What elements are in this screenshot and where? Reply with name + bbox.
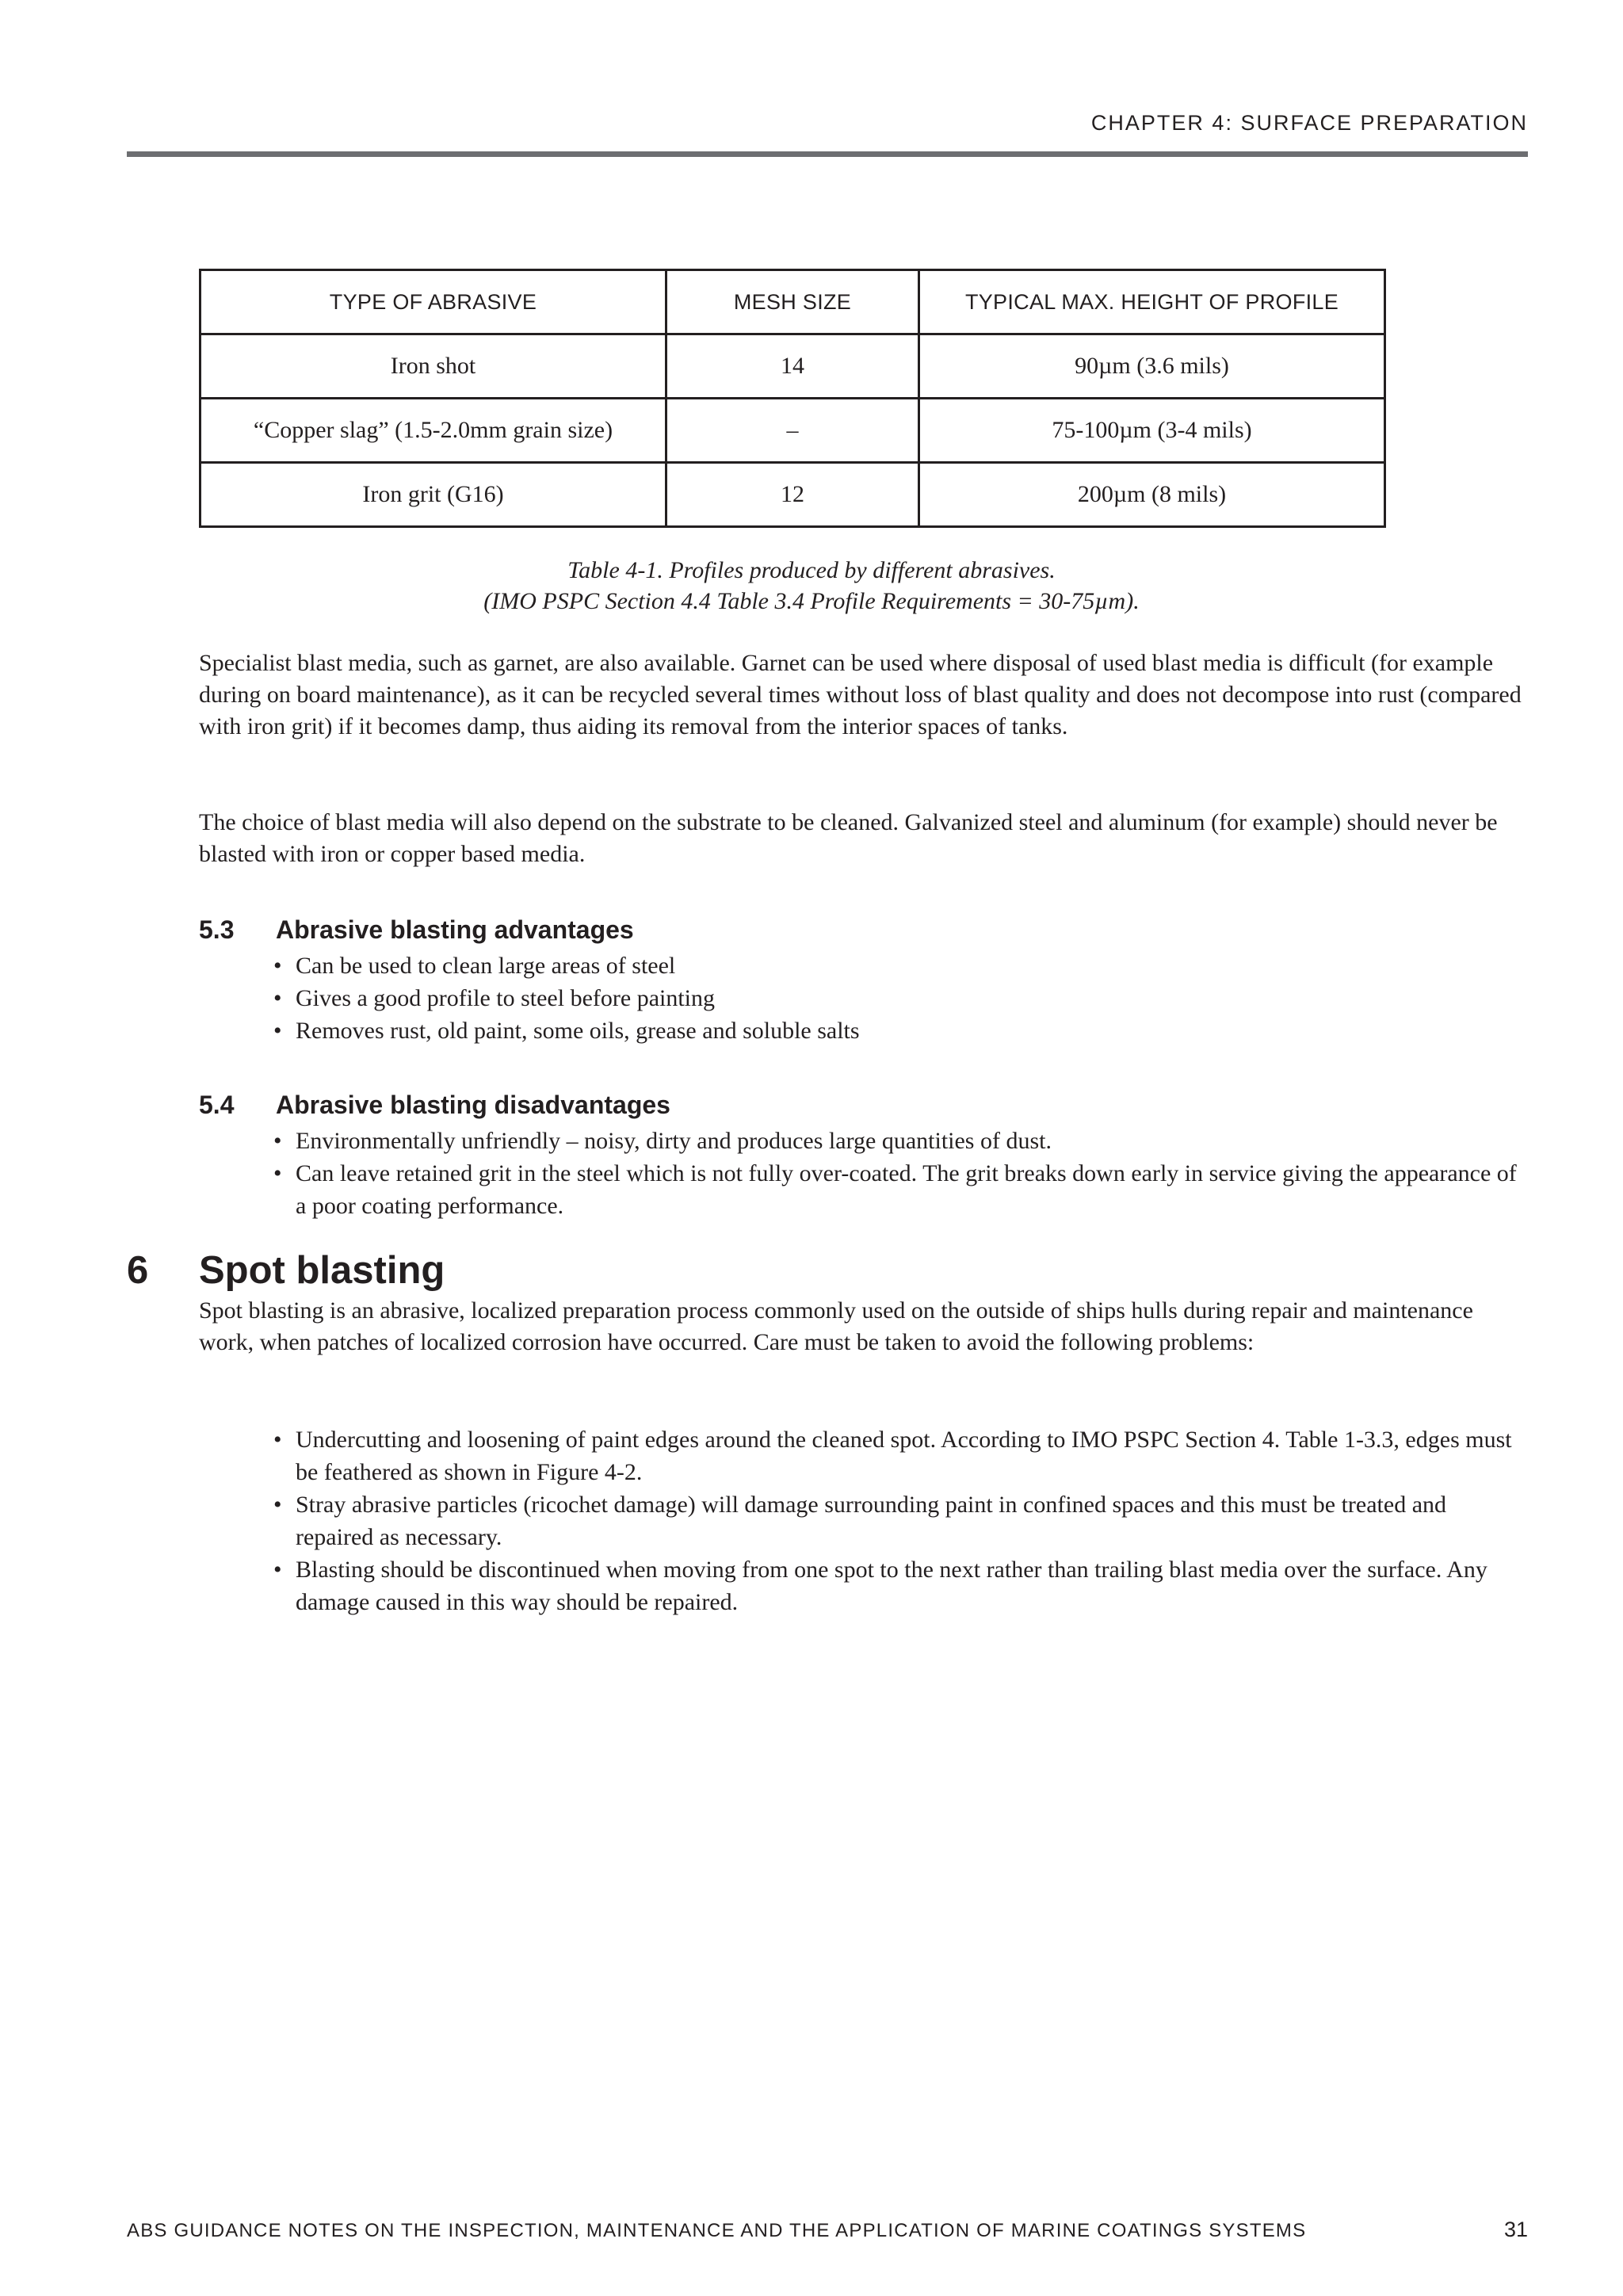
chapter-header: CHAPTER 4: SURFACE PREPARATION — [1090, 111, 1528, 135]
table-cell: 14 — [666, 334, 919, 399]
abrasives-table-wrapper — [199, 269, 1386, 528]
paragraph-garnet: Specialist blast media, such as garnet, are also available. Garnet can be used where disposal of used blast media is difficult (for example during on board maintenance), as it can be recycled several times without loss of blast quality and does not decompose into rust (compared with iron grit) if it becomes damp, thus aiding its removal from the interior spaces of tanks. — [199, 650, 1522, 739]
bullet-icon: • — [273, 1128, 282, 1154]
list-item — [273, 1157, 1526, 1222]
list-item — [273, 1553, 1526, 1618]
section-number: 6 — [127, 1249, 149, 1292]
footer-title: ABS GUIDANCE NOTES ON THE INSPECTION, MAINTENANCE AND THE APPLICATION OF MARINE COATINGS SYSTEMS — [127, 2220, 1307, 2241]
subsection-title: Abrasive blasting disadvantages — [276, 1091, 670, 1119]
paragraph-spot-blasting: Spot blasting is an abrasive, localized preparation process commonly used on the outside of ships hulls during repair and maintenance work, when patches of localized corrosion have occurred. Care must be taken to avoid the following problems: — [199, 1297, 1473, 1355]
table-caption — [0, 555, 1623, 617]
table-cell: “Copper slag” (1.5-2.0mm grain size) — [200, 399, 666, 463]
list-item — [273, 1423, 1526, 1488]
bullet-icon: • — [273, 1427, 282, 1453]
list-item — [273, 1125, 1526, 1157]
section-heading — [127, 1248, 445, 1293]
page-number: 31 — [1503, 2218, 1528, 2241]
table-cell: – — [666, 399, 919, 463]
table-row — [200, 334, 1385, 399]
list-item-text: Blasting should be discontinued when moving from one spot to the next rather than trailing blast media over the surface. Any damage caused in this way should be repaired. — [296, 1557, 1487, 1615]
disadvantages-list — [273, 1125, 1526, 1222]
subsection-heading — [199, 1091, 670, 1120]
section-title: Spot blasting — [199, 1249, 445, 1292]
table-cell: Iron grit (G16) — [200, 463, 666, 527]
abrasives-table — [199, 269, 1386, 528]
paragraph-substrate: The choice of blast media will also depend on the substrate to be cleaned. Galvanized steel and aluminum (for example) should never be blasted with iron or copper based media. — [199, 809, 1498, 867]
list-item — [273, 1488, 1526, 1553]
advantages-list — [273, 949, 1526, 1047]
table-cell: 200µm (8 mils) — [919, 463, 1385, 527]
bullet-icon: • — [273, 1018, 282, 1044]
table-cell: Iron shot — [200, 334, 666, 399]
table-cell: 12 — [666, 463, 919, 527]
list-item-text: Gives a good profile to steel before painting — [296, 985, 716, 1011]
list-item-text: Can be used to clean large areas of steel — [296, 953, 676, 979]
list-item — [273, 949, 1526, 982]
bullet-icon: • — [273, 1492, 282, 1518]
list-item-text: Undercutting and loosening of paint edges around the cleaned spot. According to IMO PSPC Section 4. Table 1-3.3, edges must be feathered as shown in Figure 4-2. — [296, 1427, 1512, 1485]
subsection-number: 5.4 — [199, 1091, 235, 1119]
header-rule — [127, 151, 1528, 157]
list-item — [273, 1014, 1526, 1047]
bullet-icon: • — [273, 1557, 282, 1583]
list-item-text: Stray abrasive particles (ricochet damage) will damage surrounding paint in confined spaces and this must be treated and repaired as necessary. — [296, 1492, 1447, 1550]
spot-blasting-problems-list — [273, 1423, 1526, 1618]
bullet-icon: • — [273, 985, 282, 1011]
list-item-text: Can leave retained grit in the steel which is not fully over-coated. The grit breaks down early in service giving the appearance of a poor coating performance. — [296, 1160, 1517, 1219]
list-item — [273, 982, 1526, 1014]
subsection-title: Abrasive blasting advantages — [276, 915, 634, 944]
table-caption-line: (IMO PSPC Section 4.4 Table 3.4 Profile Requirements = 30-75µm). — [483, 588, 1140, 614]
list-item-text: Removes rust, old paint, some oils, grease and soluble salts — [296, 1018, 860, 1044]
list-item-text: Environmentally unfriendly – noisy, dirty and produces large quantities of dust. — [296, 1128, 1052, 1154]
table-header-mesh: MESH SIZE — [666, 270, 919, 334]
table-cell: 75-100µm (3-4 mils) — [919, 399, 1385, 463]
subsection-heading — [199, 915, 634, 945]
table-row — [200, 463, 1385, 527]
bullet-icon: • — [273, 1160, 282, 1186]
table-row — [200, 399, 1385, 463]
table-caption-line: Table 4-1. Profiles produced by different abrasives. — [567, 557, 1056, 583]
subsection-number: 5.3 — [199, 915, 235, 944]
table-header-row — [200, 270, 1385, 334]
table-header-type: TYPE OF ABRASIVE — [200, 270, 666, 334]
table-cell: 90µm (3.6 mils) — [919, 334, 1385, 399]
table-header-profile: TYPICAL MAX. HEIGHT OF PROFILE — [919, 270, 1385, 334]
bullet-icon: • — [273, 953, 282, 979]
